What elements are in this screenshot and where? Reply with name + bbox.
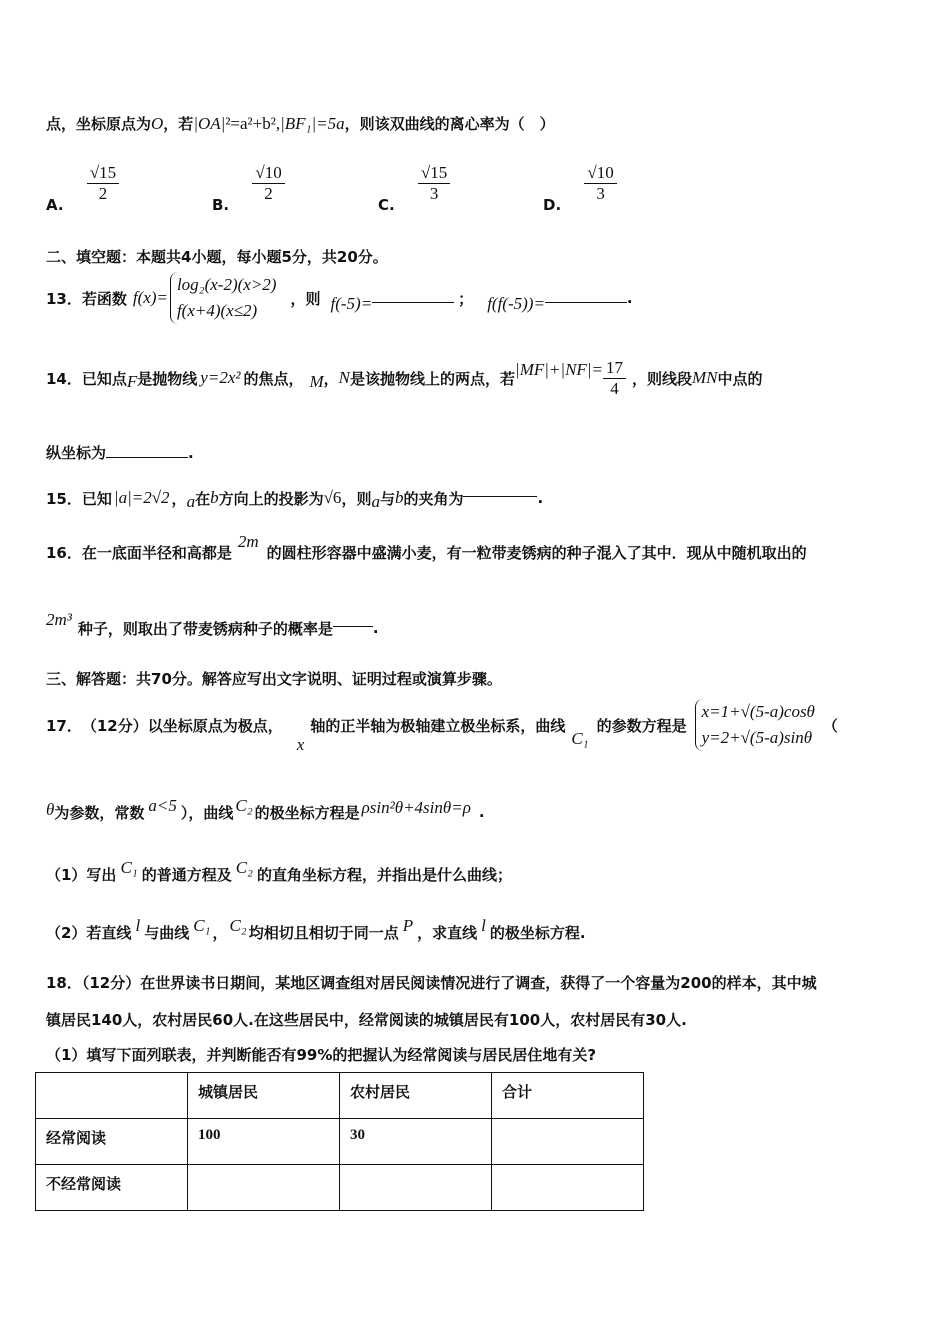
option-b[interactable]: B. $\frac{√10}{2}$ (212, 163, 285, 204)
answer-blank-13b[interactable] (545, 302, 627, 303)
table-cell: 经常阅读 (36, 1119, 188, 1165)
answer-blank-16[interactable] (333, 626, 373, 627)
condition-bf: |BF₁|=5a (280, 114, 345, 133)
question-18: 18．（12分）在世界读书日期间，某地区调查组对居民阅读情况进行了调查，获得了一个容量为200的样本，其中城 (46, 974, 817, 992)
polar-equation: ρsin²θ+4sinθ=ρ (361, 798, 471, 817)
question-18-line2: 镇居民140人，农村居民60人.在这些居民中，经常阅读的城镇居民有100人，农村居民有30人. (46, 1011, 687, 1029)
answer-blank-14[interactable] (106, 457, 188, 458)
section-2-heading: 二、填空题：本题共4小题，每小题5分，共20分。 (46, 248, 388, 266)
answer-blank-13a[interactable] (372, 302, 454, 303)
answer-blank-15[interactable] (463, 496, 537, 497)
option-a[interactable]: A. $\frac{√15}{2}$ (46, 163, 119, 204)
table-row (36, 1119, 644, 1165)
option-c-fraction: $\frac{√15}{3}$ (418, 163, 450, 204)
table-cell[interactable] (492, 1165, 644, 1211)
table-cell: 30 (340, 1119, 492, 1165)
volume-value: 2m³ (46, 610, 72, 629)
table-cell[interactable] (492, 1119, 644, 1165)
question-14-line2: 纵坐标为 . (46, 444, 194, 462)
table-cell: 不经常阅读 (36, 1165, 188, 1211)
section-3-heading: 三、解答题：共70分。解答应写出文字说明、证明过程或演算步骤。 (46, 670, 502, 688)
parabola-equation: y=2x² (200, 368, 241, 387)
q12-stem: 点，坐标原点为O，若|OA|²=a²+b²,|BF₁|=5a，则该双曲线的离心率为（ ） (46, 114, 555, 133)
parametric-equations: x=1+√(5-a)cosθ y=2+√(5-a)sinθ (695, 699, 815, 751)
question-17-part-1: （1）写出 C₁ 的普通方程及 C₂ 的直角坐标方程，并指出是什么曲线； (46, 858, 512, 884)
table-row (36, 1165, 644, 1211)
table-cell: 农村居民 (340, 1073, 492, 1119)
condition-eq: ²=a²+b², (225, 114, 281, 133)
origin-symbol: O (151, 114, 164, 133)
question-17-part-2: （2）若直线 l 与曲线 C₁ ， C₂ 均相切且相切于同一点 P ，求直线 l 的极坐标方程. (46, 916, 586, 942)
question-16-line2: 2m³ 种子，则取出了带麦锈病种子的概率是 . (46, 610, 379, 638)
contingency-table (35, 1072, 644, 1211)
radius-value: 2m (237, 532, 259, 551)
projection-value: √6 (323, 488, 342, 507)
question-16: 16． 在一底面半径和高都是 2m 的圆柱形容器中盛满小麦，有一粒带麦锈病的种子混入了其中．现从中随机取出的 (46, 532, 807, 562)
option-c[interactable]: C. $\frac{√15}{3}$ (378, 163, 450, 204)
table-cell[interactable] (340, 1165, 492, 1211)
table-cell: 城镇居民 (188, 1073, 340, 1119)
option-a-fraction: $\frac{√15}{2}$ (87, 163, 119, 204)
vector-a-magnitude: |a|=2√2 (113, 488, 170, 507)
sum-fraction: $\frac{17}{4}$ (603, 358, 626, 399)
question-17: 17． （12分） 以坐标原点为极点， x 轴的正半轴为极轴建立极坐标系，曲线 C₁ 的参数方程是 x=1+√(5-a)cosθ y=2+√(5-a)sinθ （ (46, 694, 838, 756)
table-cell[interactable] (188, 1165, 340, 1211)
question-14: 14． 已知点 F 是抛物线 y=2x² 的焦点， M ， N 是该抛物线上的两点，若 |MF|+|NF|= $\frac{17}{4}$ ，则线段 MN 中点的 (46, 357, 763, 398)
table-header-row (36, 1073, 644, 1119)
condition-oa: |OA| (193, 114, 226, 133)
piecewise-definition: log₂(x-2)(x>2) f(x+4)(x≤2) (170, 272, 277, 324)
table-cell (36, 1073, 188, 1119)
option-d[interactable]: D. $\frac{√10}{3}$ (543, 163, 617, 204)
option-d-fraction: $\frac{√10}{3}$ (584, 163, 616, 204)
option-b-fraction: $\frac{√10}{2}$ (252, 163, 284, 204)
question-13: 13． 若函数 f(x)= log₂(x-2)(x>2) f(x+4)(x≤2) ，则 f(-5)= ； f(f(-5))= . (46, 270, 633, 326)
table-cell: 100 (188, 1119, 340, 1165)
question-18-part-1: （1）填写下面列联表，并判断能否有99%的把握认为经常阅读与居民居住地有关? (46, 1046, 597, 1064)
question-17-line2: θ 为参数，常数 a<5 ），曲线 C₂ 的极坐标方程是 ρsin²θ+4sinθ=ρ . (46, 796, 485, 822)
function-f: f(x)= (132, 288, 168, 307)
question-15: 15． 已知 |a|=2√2 ， a 在 b 方向上的投影为 √6 ，则 a 与 b 的夹角为 . (46, 488, 544, 511)
table-cell: 合计 (492, 1073, 644, 1119)
